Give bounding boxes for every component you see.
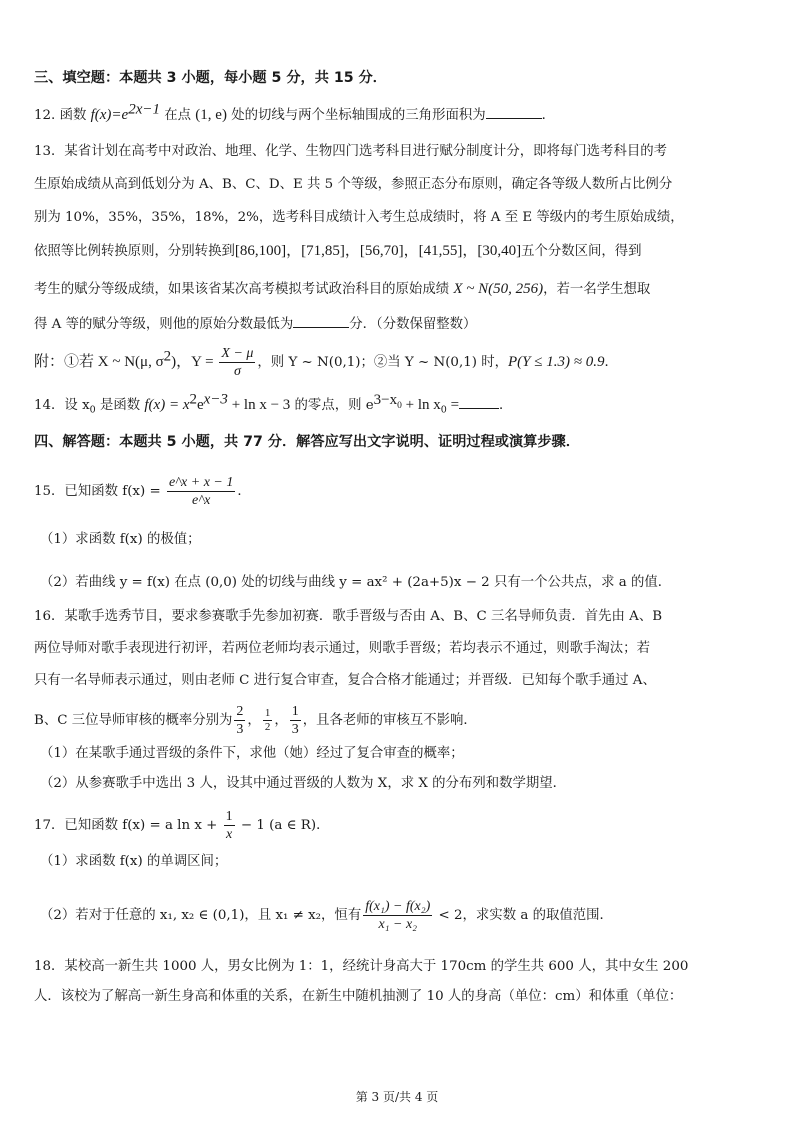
q16-line-1: 16．某歌手选秀节目，要求参赛歌手先参加初赛．歌手晋级与否由 A、B、C 三名导师负责．首先由 A、B: [34, 609, 663, 624]
q17-part-1: （1）求函数 f(x) 的单调区间；: [40, 854, 228, 869]
q15-fraction: $\frac{e\^{}x + x - 1}{e\^{}x}$: [168, 475, 234, 508]
q17-difference-quotient: $\frac{\text{f(x₁) − f(x₂)}}{\text{x₁ − x₂}}$: [365, 899, 431, 932]
answer-blank: [293, 314, 349, 328]
q13-line-3: 别为 10%，35%，35%，18%，2%，选考科目成绩计入考生总成绩时，将 A 至 E 等级内的考生原始成绩，: [34, 210, 684, 225]
q13-line-5: 考生的赋分等级成绩，如果该省某次高考模拟考试政治科目的原始成绩 X ~ N(50, 256)，若一名学生想取: [34, 281, 651, 297]
q16-line-3: 只有一名导师表示通过，则由老师 C 进行复合审查，复合合格才能通过；并晋级．已知每个歌手通过 A、: [34, 673, 656, 688]
section-3-title: 三、填空题：本题共 3 小题，每小题 5 分，共 15 分．: [34, 70, 387, 86]
prob-a: $\frac{2}{3}$: [236, 704, 244, 737]
q17-head: 17．已知函数 f(x) = a ln x + $\frac{1}{x}$ − 1 (a ∈ R)．: [34, 809, 330, 842]
prob-c: $\frac{1}{3}$: [291, 704, 299, 737]
q17-fraction: $\frac{1}{x}$: [225, 809, 233, 842]
prob-b: $\frac{1}{2}$: [264, 707, 271, 733]
question-12: 12. 函数 $f(x)=e^{2x-1}$ 在点 (1, e) 处的切线与两个坐标轴围成的三角形面积为 ．: [34, 101, 556, 123]
q13-line-1: 13．某省计划在高考中对政治、地理、化学、生物四门选考科目进行赋分制度计分，即将每门选考科目的考: [34, 144, 668, 159]
q15-head: 15．已知函数 f(x) = $\frac{e\^{}x + x - 1}{e\^{}x}$ ．: [34, 475, 251, 508]
q13-line-4: 依照等比例转换原则，分别转换到[86,100]，[71,85]，[56,70]，[41,55]，[30,40]五个分数区间，得到: [34, 243, 642, 259]
q13-line-6: 得 A 等的赋分等级，则他的原始分数最低为 分．（分数保留整数）: [34, 314, 764, 335]
answer-blank: [459, 395, 499, 409]
score-intervals: [86,100]，[71,85]，[56,70]，[41,55]，[30,40]: [234, 243, 522, 259]
section-4-title: 四、解答题：本题共 5 小题，共 77 分．解答应写出文字说明、证明过程或演算步骤．: [34, 434, 580, 450]
q13-line-2: 生原始成绩从高到低划分为 A、B、C、D、E 共 5 个等级，参照正态分布原则，确定各等级人数所占比例分: [34, 177, 673, 192]
answer-blank: [486, 105, 542, 119]
q15-part-2: （2）若曲线 y = f(x) 在点 (0,0) 处的切线与曲线 y = ax² + (2a+5)x − 2 只有一个公共点，求 a 的值．: [40, 575, 672, 590]
question-14: 14．设 $x_0$ 是函数 $f(x) = x^2e^{x-3} + \ln x - 3$ 的零点，则 $e^{3-x_0} + \ln x_0$ = ．: [34, 391, 513, 416]
q16-part-1: （1）在某歌手通过晋级的条件下，求他（她）经过了复合审查的概率；: [40, 746, 464, 761]
standardization-fraction: $\frac{X - \mu}{\sigma}$: [221, 346, 254, 379]
q16-line-4: B、C 三位导师审核的概率分别为 $\frac{2}{3}$ ， $\frac{1}{2}$ ， $\frac{1}{3}$ ，且各老师的审核互不影响．: [34, 704, 477, 737]
q18-line-2: 人．该校为了解高一新生身高和体重的关系，在新生中随机抽测了 10 人的身高（单位：cm）和体重（单位：: [34, 989, 683, 1004]
q15-part-1: （1）求函数 f(x) 的极值；: [40, 532, 201, 547]
q16-part-2: （2）从参赛歌手中选出 3 人，设其中通过晋级的人数为 X，求 X 的分布列和数学期望．: [40, 776, 567, 791]
q16-line-2: 两位导师对歌手表现进行初评，若两位老师均表示通过，则歌手晋级；若均表示不通过，则歌手淘汰；若: [34, 641, 650, 656]
page-footer: 第 3 页/共 4 页: [355, 1090, 439, 1104]
q17-part-2: （2）若对于任意的 x₁, x₂ ∈ (0,1)，且 x₁ ≠ x₂，恒有 $\frac{\text{f(x₁) − f(x₂)}}{\text{x₁ − x₂}}$ < 2，求实数 a 的取值范围．: [40, 899, 613, 932]
q18-line-1: 18．某校高一新生共 1000 人，男女比例为 1：1，经统计身高大于 170cm 的学生共 600 人，其中女生 200: [34, 959, 689, 974]
q13-note: 附：①若 X ~ N(μ, $\sigma^2$)，Y = $\frac{X - \mu}{\sigma}$ ，则 Y ~ N(0,1)；②当 Y ~ N(0,1) 时，P(Y ≤ 1.3) ≈ 0.9．: [34, 346, 618, 379]
q12-number: 12.: [34, 108, 60, 123]
